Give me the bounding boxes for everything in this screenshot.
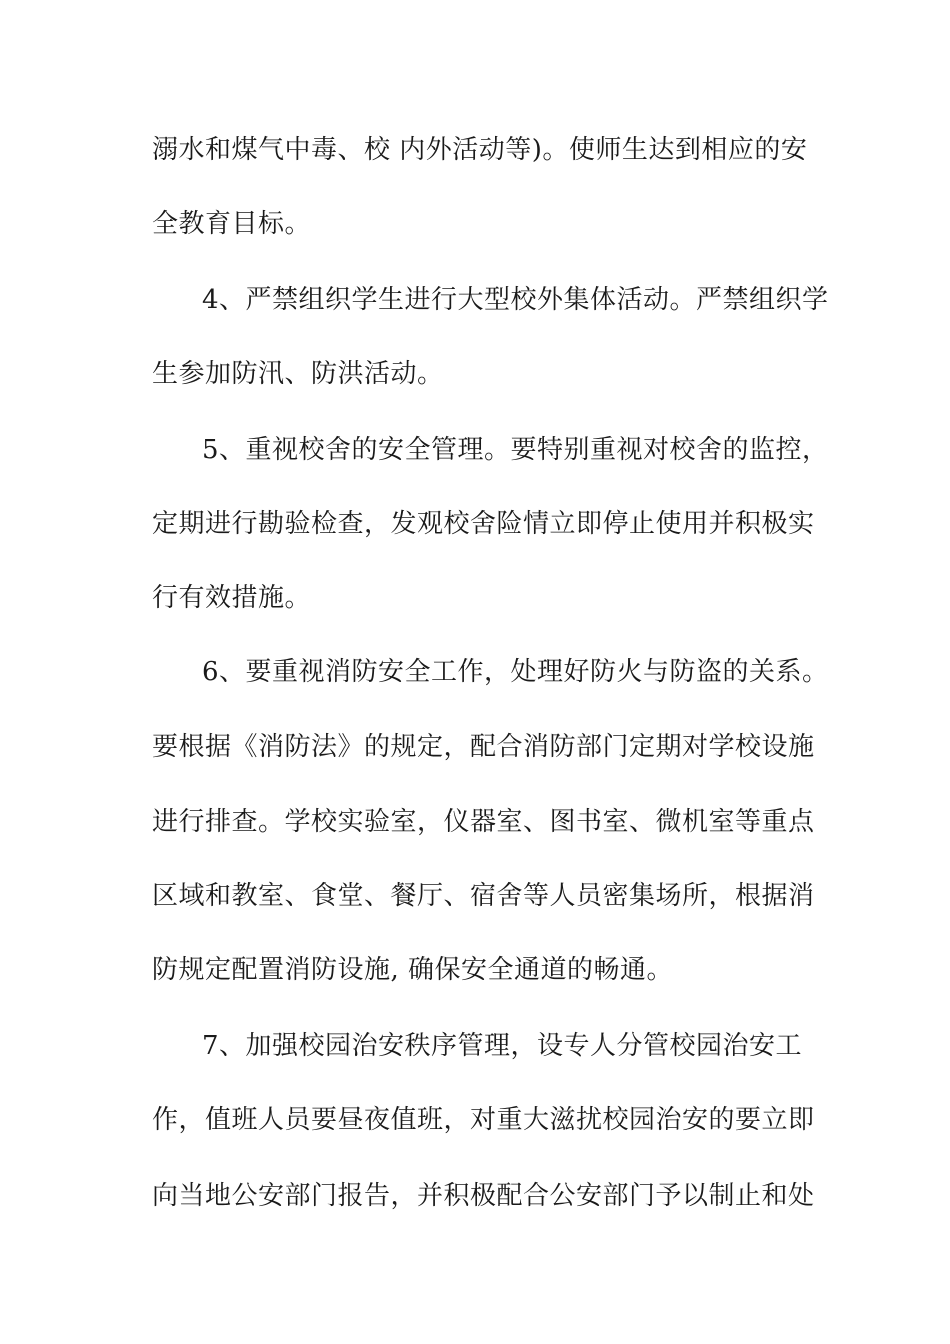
text-line: 区域和教室、食堂、餐厅、宿舍等人员密集场所，根据消: [152, 881, 815, 911]
text-line: 生参加防汛、防洪活动。: [152, 359, 444, 389]
paragraph-6-start: 6、要重视消防安全工作，处理好防火与防盗的关系。: [202, 657, 829, 687]
paragraph-4-start: 4、严禁组织学生进行大型校外集体活动。严禁组织学: [202, 285, 829, 315]
text-line: 定期进行勘验检查，发观校舍险情立即停止使用并积极实: [152, 509, 815, 539]
paragraph-7-start: 7、加强校园治安秩序管理，设专人分管校园治安工: [202, 1031, 803, 1061]
text-line: 进行排查。学校实验室，仪器室、图书室、微机室等重点: [152, 807, 815, 837]
text-line: 向当地公安部门报告，并积极配合公安部门予以制止和处: [152, 1181, 815, 1211]
text-line: 行有效措施。: [152, 583, 312, 613]
text-line: 要根据《消防法》的规定，配合消防部门定期对学校设施: [152, 732, 815, 762]
text-line: 全教育目标。: [152, 209, 312, 239]
text-line: 作，值班人员要昼夜值班，对重大滋扰校园治安的要立即: [152, 1105, 815, 1135]
text-line: 防规定配置消防设施, 确保安全通道的畅通。: [152, 955, 674, 985]
paragraph-5-start: 5、重视校舍的安全管理。要特别重视对校舍的监控，: [202, 435, 829, 465]
text-line: 溺水和煤气中毒、校 内外活动等)。使师生达到相应的安: [152, 135, 808, 165]
